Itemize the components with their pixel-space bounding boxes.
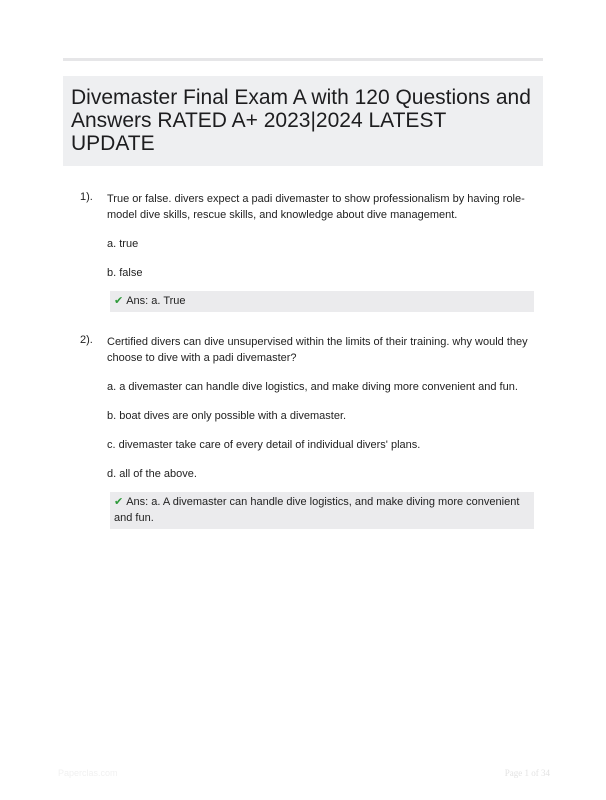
- top-divider: [63, 58, 543, 61]
- option-b: b. boat dives are only possible with a divemaster.: [107, 410, 347, 422]
- question-1: [80, 191, 540, 312]
- option-c: c. divemaster take care of every detail of individual divers' plans.: [107, 439, 421, 451]
- answer-text: Ans: a. A divemaster can handle dive logistics, and make diving more convenient and fun.: [114, 496, 520, 524]
- answer-box: [110, 291, 534, 312]
- question-number: 1).: [80, 191, 93, 203]
- option-d: d. all of the above.: [107, 468, 197, 480]
- option-a: a. a divemaster can handle dive logistics, and make diving more convenient and fun.: [107, 381, 518, 393]
- page-number: Page 1 of 34: [504, 768, 550, 778]
- title-banner: [63, 76, 543, 166]
- question-number: 2).: [80, 334, 93, 346]
- question-2: [80, 334, 540, 529]
- document-title: Divemaster Final Exam A with 120 Questions and Answers RATED A+ 2023|2024 LATEST UPDATE: [71, 86, 531, 155]
- answer-text: Ans: a. True: [126, 295, 186, 307]
- check-icon: ✔: [114, 496, 124, 508]
- footer-watermark: Paperclas.com: [58, 768, 118, 778]
- question-text: Certified divers can dive unsupervised within the limits of their training. why would they choose to dive with a padi divemaster?: [107, 336, 528, 364]
- answer-box: [110, 492, 534, 529]
- question-text: True or false. divers expect a padi divemaster to show professionalism by having role-model dive skills, rescue skills, and knowledge about dive management.: [107, 193, 525, 221]
- option-a: a. true: [107, 238, 139, 250]
- option-b: b. false: [107, 267, 143, 279]
- check-icon: ✔: [114, 295, 124, 307]
